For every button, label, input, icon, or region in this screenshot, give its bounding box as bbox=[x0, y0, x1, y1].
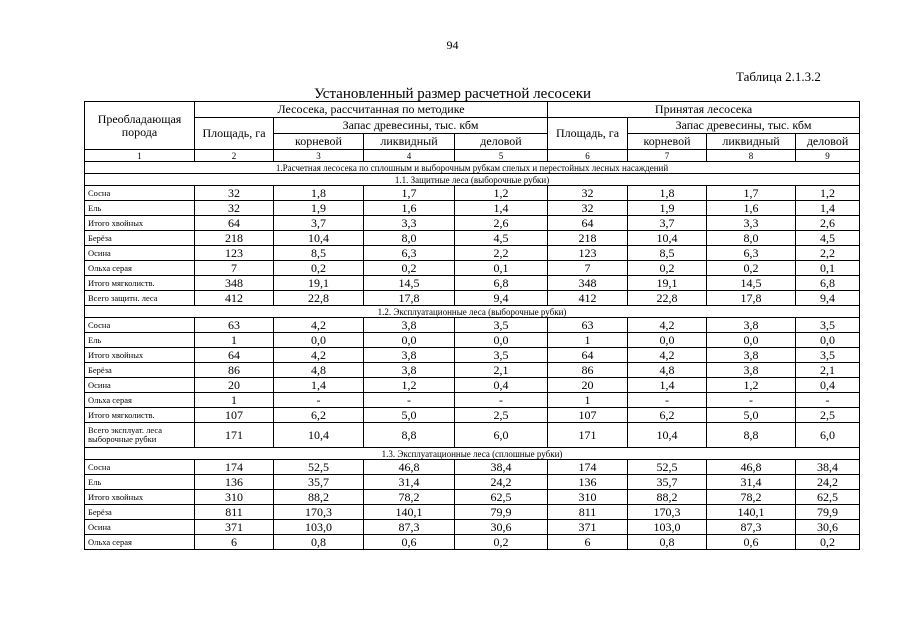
value-cell: 1,4 bbox=[274, 378, 364, 393]
value-cell: 32 bbox=[548, 201, 628, 216]
allowable-cut-table bbox=[84, 101, 860, 550]
table-body bbox=[85, 162, 860, 550]
value-cell: 371 bbox=[195, 520, 274, 535]
value-cell: 1,6 bbox=[364, 201, 455, 216]
value-cell: 6,3 bbox=[707, 246, 796, 261]
value-cell: 4,2 bbox=[274, 318, 364, 333]
section-title: 1.Расчетная лесосека по сплошным и выборочным рубкам спелых и перестойных лесных насаждений bbox=[85, 162, 860, 174]
species-name-cell: Всего эксплуат. леса выборочные рубки bbox=[85, 423, 195, 448]
value-cell: 3,8 bbox=[364, 348, 455, 363]
value-cell: 5,0 bbox=[364, 408, 455, 423]
value-cell: 1,2 bbox=[707, 378, 796, 393]
value-cell: 371 bbox=[548, 520, 628, 535]
value-cell: 6,2 bbox=[628, 408, 707, 423]
value-cell: 64 bbox=[548, 216, 628, 231]
species-name-cell: Итого мягколиств. bbox=[85, 408, 195, 423]
value-cell: 4,5 bbox=[455, 231, 548, 246]
value-cell: 0,2 bbox=[796, 535, 860, 550]
value-cell: 88,2 bbox=[628, 490, 707, 505]
value-cell: 20 bbox=[548, 378, 628, 393]
value-cell: - bbox=[274, 393, 364, 408]
value-cell: 3,8 bbox=[707, 363, 796, 378]
value-cell: 4,2 bbox=[628, 348, 707, 363]
value-cell: 63 bbox=[195, 318, 274, 333]
value-cell: 88,2 bbox=[274, 490, 364, 505]
table-row bbox=[85, 246, 860, 261]
value-cell: 38,4 bbox=[455, 460, 548, 475]
value-cell: 0,1 bbox=[796, 261, 860, 276]
value-cell: 20 bbox=[195, 378, 274, 393]
species-name-cell: Осина bbox=[85, 378, 195, 393]
value-cell: 9,4 bbox=[455, 291, 548, 306]
value-cell: 218 bbox=[195, 231, 274, 246]
table-row bbox=[85, 378, 860, 393]
value-cell: 0,1 bbox=[455, 261, 548, 276]
column-number: 7 bbox=[628, 150, 707, 162]
value-cell: 1 bbox=[195, 393, 274, 408]
value-cell: 17,8 bbox=[364, 291, 455, 306]
value-cell: - bbox=[796, 393, 860, 408]
value-cell: 17,8 bbox=[707, 291, 796, 306]
value-cell: 3,8 bbox=[707, 348, 796, 363]
column-number: 2 bbox=[195, 150, 274, 162]
value-cell: 6,8 bbox=[796, 276, 860, 291]
value-cell: 174 bbox=[548, 460, 628, 475]
value-cell: 3,7 bbox=[274, 216, 364, 231]
area-header: Площадь, га bbox=[548, 118, 628, 150]
value-cell: 3,7 bbox=[628, 216, 707, 231]
value-cell: 136 bbox=[195, 475, 274, 490]
species-name-cell: Осина bbox=[85, 520, 195, 535]
value-cell: 310 bbox=[195, 490, 274, 505]
section-row bbox=[85, 174, 860, 186]
value-cell: 24,2 bbox=[796, 475, 860, 490]
value-cell: 32 bbox=[548, 186, 628, 201]
value-cell: 2,5 bbox=[796, 408, 860, 423]
column-number: 5 bbox=[455, 150, 548, 162]
table-row bbox=[85, 291, 860, 306]
value-cell: 0,0 bbox=[274, 333, 364, 348]
table-row bbox=[85, 348, 860, 363]
value-cell: 171 bbox=[548, 423, 628, 448]
value-cell: 3,5 bbox=[455, 348, 548, 363]
value-cell: 0,6 bbox=[707, 535, 796, 550]
section-row bbox=[85, 306, 860, 318]
value-cell: 32 bbox=[195, 201, 274, 216]
value-cell: 0,0 bbox=[364, 333, 455, 348]
value-cell: 1,8 bbox=[628, 186, 707, 201]
species-name-cell: Осина bbox=[85, 246, 195, 261]
value-cell: 0,2 bbox=[274, 261, 364, 276]
column-number: 6 bbox=[548, 150, 628, 162]
value-cell: 412 bbox=[195, 291, 274, 306]
value-cell: 1,2 bbox=[455, 186, 548, 201]
value-cell: 310 bbox=[548, 490, 628, 505]
table-row bbox=[85, 231, 860, 246]
value-cell: 0,8 bbox=[628, 535, 707, 550]
value-cell: 0,0 bbox=[796, 333, 860, 348]
value-cell: 136 bbox=[548, 475, 628, 490]
species-name-cell: Итого хвойных bbox=[85, 348, 195, 363]
value-cell: 3,8 bbox=[364, 318, 455, 333]
value-cell: 103,0 bbox=[274, 520, 364, 535]
value-cell: 6 bbox=[548, 535, 628, 550]
section-title: 1.1. Защитные леса (выборочные рубки) bbox=[85, 174, 860, 186]
value-cell: 0,4 bbox=[455, 378, 548, 393]
value-cell: 62,5 bbox=[455, 490, 548, 505]
stock-header: Запас древесины, тыс. кбм bbox=[274, 118, 548, 134]
value-cell: 14,5 bbox=[364, 276, 455, 291]
value-cell: 1 bbox=[548, 333, 628, 348]
value-cell: 64 bbox=[195, 348, 274, 363]
species-name-cell: Ель bbox=[85, 333, 195, 348]
value-cell: 1 bbox=[195, 333, 274, 348]
species-name-cell: Берёза bbox=[85, 231, 195, 246]
liquid-header: ликвидный bbox=[364, 134, 455, 150]
value-cell: 0,8 bbox=[274, 535, 364, 550]
column-number: 4 bbox=[364, 150, 455, 162]
value-cell: 1,2 bbox=[796, 186, 860, 201]
section-title: 1.3. Эксплуатационные леса (сплошные рубки) bbox=[85, 448, 860, 460]
species-name-cell: Итого хвойных bbox=[85, 490, 195, 505]
value-cell: 79,9 bbox=[455, 505, 548, 520]
value-cell: 4,8 bbox=[274, 363, 364, 378]
value-cell: 0,0 bbox=[455, 333, 548, 348]
table-title: Установленный размер расчетной лесосеки bbox=[313, 86, 592, 102]
section-row bbox=[85, 162, 860, 174]
species-name-cell: Берёза bbox=[85, 505, 195, 520]
value-cell: 87,3 bbox=[707, 520, 796, 535]
table-row bbox=[85, 186, 860, 201]
page-number: 94 bbox=[446, 38, 459, 52]
column-number-row bbox=[85, 150, 860, 162]
value-cell: 0,4 bbox=[796, 378, 860, 393]
table-row bbox=[85, 460, 860, 475]
value-cell: 31,4 bbox=[707, 475, 796, 490]
species-name-cell: Сосна bbox=[85, 186, 195, 201]
species-name-cell: Ольха серая bbox=[85, 535, 195, 550]
value-cell: 46,8 bbox=[707, 460, 796, 475]
table-row bbox=[85, 423, 860, 448]
value-cell: 6,8 bbox=[455, 276, 548, 291]
value-cell: 140,1 bbox=[707, 505, 796, 520]
section-title: 1.2. Эксплуатационные леса (выборочные рубки) bbox=[85, 306, 860, 318]
value-cell: 6 bbox=[195, 535, 274, 550]
value-cell: 107 bbox=[548, 408, 628, 423]
table-row bbox=[85, 475, 860, 490]
species-name-cell: Сосна bbox=[85, 460, 195, 475]
value-cell: 2,1 bbox=[796, 363, 860, 378]
value-cell: 6,0 bbox=[796, 423, 860, 448]
value-cell: 123 bbox=[195, 246, 274, 261]
value-cell: 140,1 bbox=[364, 505, 455, 520]
value-cell: 8,8 bbox=[707, 423, 796, 448]
value-cell: - bbox=[628, 393, 707, 408]
value-cell: 32 bbox=[195, 186, 274, 201]
accepted-group-header: Принятая лесосека bbox=[548, 102, 860, 118]
value-cell: 7 bbox=[548, 261, 628, 276]
column-number: 9 bbox=[796, 150, 860, 162]
value-cell: 19,1 bbox=[628, 276, 707, 291]
root-header: корневой bbox=[274, 134, 364, 150]
value-cell: 1,4 bbox=[796, 201, 860, 216]
value-cell: 2,5 bbox=[455, 408, 548, 423]
value-cell: 63 bbox=[548, 318, 628, 333]
value-cell: 3,3 bbox=[364, 216, 455, 231]
value-cell: 9,4 bbox=[796, 291, 860, 306]
value-cell: 30,6 bbox=[796, 520, 860, 535]
species-name-cell: Всего защитн. леса bbox=[85, 291, 195, 306]
value-cell: 14,5 bbox=[707, 276, 796, 291]
value-cell: 7 bbox=[195, 261, 274, 276]
table-row bbox=[85, 535, 860, 550]
value-cell: 79,9 bbox=[796, 505, 860, 520]
value-cell: 3,8 bbox=[364, 363, 455, 378]
species-name-cell: Итого мягколиств. bbox=[85, 276, 195, 291]
value-cell: 1,8 bbox=[274, 186, 364, 201]
stock-header: Запас древесины, тыс. кбм bbox=[628, 118, 860, 134]
value-cell: 78,2 bbox=[364, 490, 455, 505]
value-cell: 6,2 bbox=[274, 408, 364, 423]
value-cell: 35,7 bbox=[274, 475, 364, 490]
value-cell: 170,3 bbox=[274, 505, 364, 520]
value-cell: 2,6 bbox=[796, 216, 860, 231]
value-cell: 5,0 bbox=[707, 408, 796, 423]
value-cell: 4,5 bbox=[796, 231, 860, 246]
table-row bbox=[85, 520, 860, 535]
column-number: 3 bbox=[274, 150, 364, 162]
value-cell: 2,2 bbox=[455, 246, 548, 261]
value-cell: 1 bbox=[548, 393, 628, 408]
area-header: Площадь, га bbox=[195, 118, 274, 150]
value-cell: 35,7 bbox=[628, 475, 707, 490]
value-cell: 10,4 bbox=[628, 423, 707, 448]
table-row bbox=[85, 490, 860, 505]
value-cell: 78,2 bbox=[707, 490, 796, 505]
table-row bbox=[85, 201, 860, 216]
table-row bbox=[85, 505, 860, 520]
value-cell: 103,0 bbox=[628, 520, 707, 535]
value-cell: 3,5 bbox=[796, 348, 860, 363]
table-row bbox=[85, 333, 860, 348]
column-number: 1 bbox=[85, 150, 195, 162]
value-cell: 10,4 bbox=[628, 231, 707, 246]
value-cell: 10,4 bbox=[274, 231, 364, 246]
species-name-cell: Ольха серая bbox=[85, 393, 195, 408]
value-cell: 22,8 bbox=[274, 291, 364, 306]
value-cell: 3,5 bbox=[796, 318, 860, 333]
value-cell: 4,8 bbox=[628, 363, 707, 378]
value-cell: 24,2 bbox=[455, 475, 548, 490]
business-header: деловой bbox=[796, 134, 860, 150]
table-row bbox=[85, 216, 860, 231]
value-cell: 2,2 bbox=[796, 246, 860, 261]
value-cell: 107 bbox=[195, 408, 274, 423]
value-cell: - bbox=[707, 393, 796, 408]
value-cell: 10,4 bbox=[274, 423, 364, 448]
value-cell: 0,2 bbox=[628, 261, 707, 276]
value-cell: 1,9 bbox=[628, 201, 707, 216]
table-header bbox=[85, 102, 860, 162]
value-cell: 3,8 bbox=[707, 318, 796, 333]
species-name-cell: Ель bbox=[85, 201, 195, 216]
value-cell: 811 bbox=[548, 505, 628, 520]
value-cell: 170,3 bbox=[628, 505, 707, 520]
value-cell: 1,4 bbox=[628, 378, 707, 393]
table-row bbox=[85, 318, 860, 333]
value-cell: 1,4 bbox=[455, 201, 548, 216]
value-cell: 348 bbox=[548, 276, 628, 291]
value-cell: 1,6 bbox=[707, 201, 796, 216]
value-cell: 87,3 bbox=[364, 520, 455, 535]
species-name-cell: Сосна bbox=[85, 318, 195, 333]
value-cell: 19,1 bbox=[274, 276, 364, 291]
value-cell: 2,6 bbox=[455, 216, 548, 231]
value-cell: 8,5 bbox=[628, 246, 707, 261]
value-cell: 1,7 bbox=[364, 186, 455, 201]
value-cell: 8,8 bbox=[364, 423, 455, 448]
table-row bbox=[85, 408, 860, 423]
value-cell: 64 bbox=[195, 216, 274, 231]
value-cell: 4,2 bbox=[274, 348, 364, 363]
value-cell: 0,2 bbox=[455, 535, 548, 550]
value-cell: 4,2 bbox=[628, 318, 707, 333]
value-cell: 38,4 bbox=[796, 460, 860, 475]
root-header: корневой bbox=[628, 134, 707, 150]
species-name-cell: Ольха серая bbox=[85, 261, 195, 276]
value-cell: 86 bbox=[548, 363, 628, 378]
value-cell: 8,5 bbox=[274, 246, 364, 261]
value-cell: 31,4 bbox=[364, 475, 455, 490]
value-cell: 6,3 bbox=[364, 246, 455, 261]
column-number: 8 bbox=[707, 150, 796, 162]
table-row bbox=[85, 393, 860, 408]
liquid-header: ликвидный bbox=[707, 134, 796, 150]
value-cell: 30,6 bbox=[455, 520, 548, 535]
value-cell: 218 bbox=[548, 231, 628, 246]
value-cell: 6,0 bbox=[455, 423, 548, 448]
value-cell: 0,6 bbox=[364, 535, 455, 550]
value-cell: - bbox=[364, 393, 455, 408]
value-cell: 8,0 bbox=[364, 231, 455, 246]
value-cell: 86 bbox=[195, 363, 274, 378]
table-id: Таблица 2.1.3.2 bbox=[736, 69, 821, 84]
species-header: Преобладающая порода bbox=[85, 102, 195, 150]
table-row bbox=[85, 261, 860, 276]
value-cell: 123 bbox=[548, 246, 628, 261]
table-row bbox=[85, 276, 860, 291]
method-group-header: Лесосека, рассчитанная по методике bbox=[195, 102, 548, 118]
value-cell: 64 bbox=[548, 348, 628, 363]
section-row bbox=[85, 448, 860, 460]
value-cell: 8,0 bbox=[707, 231, 796, 246]
value-cell: 174 bbox=[195, 460, 274, 475]
value-cell: 1,9 bbox=[274, 201, 364, 216]
value-cell: 1,7 bbox=[707, 186, 796, 201]
value-cell: 1,2 bbox=[364, 378, 455, 393]
value-cell: 0,2 bbox=[364, 261, 455, 276]
value-cell: - bbox=[455, 393, 548, 408]
value-cell: 52,5 bbox=[274, 460, 364, 475]
table-row bbox=[85, 363, 860, 378]
value-cell: 412 bbox=[548, 291, 628, 306]
value-cell: 46,8 bbox=[364, 460, 455, 475]
value-cell: 348 bbox=[195, 276, 274, 291]
value-cell: 2,1 bbox=[455, 363, 548, 378]
value-cell: 22,8 bbox=[628, 291, 707, 306]
value-cell: 62,5 bbox=[796, 490, 860, 505]
value-cell: 171 bbox=[195, 423, 274, 448]
value-cell: 811 bbox=[195, 505, 274, 520]
business-header: деловой bbox=[455, 134, 548, 150]
value-cell: 52,5 bbox=[628, 460, 707, 475]
species-name-cell: Берёза bbox=[85, 363, 195, 378]
value-cell: 0,0 bbox=[628, 333, 707, 348]
value-cell: 3,5 bbox=[455, 318, 548, 333]
value-cell: 0,0 bbox=[707, 333, 796, 348]
value-cell: 3,3 bbox=[707, 216, 796, 231]
value-cell: 0,2 bbox=[707, 261, 796, 276]
species-name-cell: Итого хвойных bbox=[85, 216, 195, 231]
species-name-cell: Ель bbox=[85, 475, 195, 490]
